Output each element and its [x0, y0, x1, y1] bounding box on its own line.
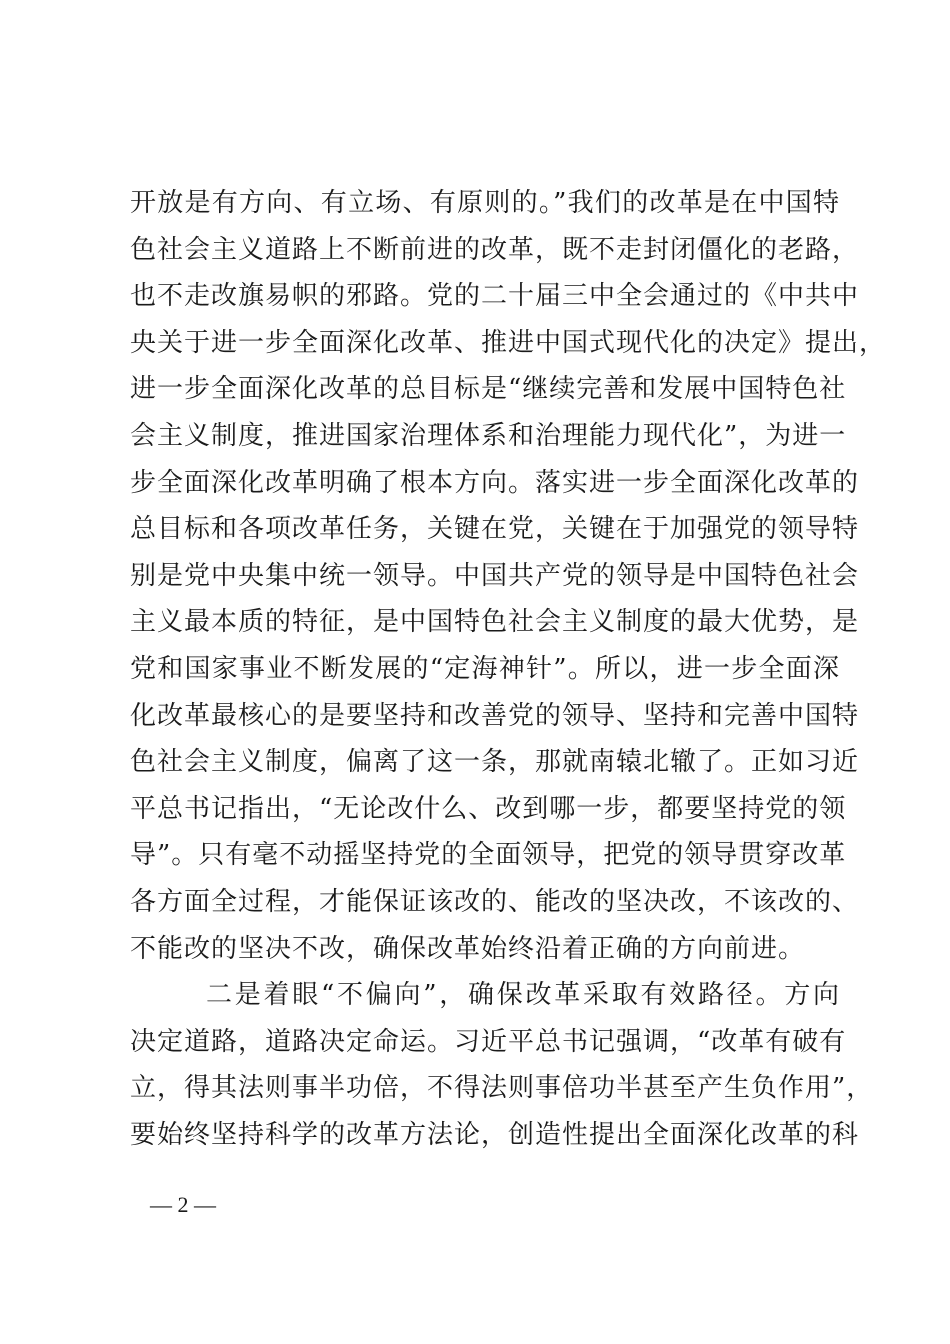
text-line: 总目标和各项改革任务，关键在党，关键在于加强党的领导特 [130, 514, 860, 545]
page-number: — 2 — [150, 1192, 216, 1217]
body-text [130, 180, 887, 1158]
text-line: 进一步全面深化改革的总目标是“继续完善和发展中国特色社 [130, 374, 847, 405]
text-line: 各方面全过程，才能保证该改的、能改的坚决改，不该改的、 [130, 886, 860, 917]
text-line: 决定道路，道路决定命运。习近平总书记强调，“改革有破有 [130, 1026, 847, 1057]
text-line: 开放是有方向、有立场、有原则的。”我们的改革是在中国特 [130, 188, 840, 218]
text-line: 二是着眼“不偏向”，确保改革采取有效路径。方向 [206, 980, 840, 1011]
text-line: 步全面深化改革明确了根本方向。落实进一步全面深化改革的 [130, 467, 860, 498]
text-line: 会主义制度，推进国家治理体系和治理能力现代化”，为进一 [130, 420, 847, 451]
text-line: 色社会主义道路上不断前进的改革，既不走封闭僵化的老路， [130, 234, 860, 265]
text-line: 色社会主义制度，偏离了这一条，那就南辕北辙了。正如习近 [130, 747, 860, 778]
text-line: 立，得其法则事半功倍，不得法则事倍功半甚至产生负作用”， [130, 1073, 874, 1104]
text-line: 要始终坚持科学的改革方法论，创造性提出全面深化改革的科 [130, 1119, 860, 1150]
text-line: 主义最本质的特征，是中国特色社会主义制度的最大优势，是 [130, 607, 860, 638]
text-line: 化改革最核心的是要坚持和改善党的领导、坚持和完善中国特 [130, 700, 860, 731]
text-line: 也不走改旗易帜的邪路。党的二十届三中全会通过的《中共中 [130, 281, 860, 312]
text-line: 别是党中央集中统一领导。中国共产党的领导是中国特色社会 [130, 560, 860, 591]
text-line: 不能改的坚决不改，确保改革始终沿着正确的方向前进。 [130, 933, 806, 964]
text-line: 导”。只有毫不动摇坚持党的全面领导，把党的领导贯穿改革 [130, 840, 847, 871]
text-line: 党和国家事业不断发展的“定海神针”。所以，进一步全面深 [130, 653, 840, 684]
paragraph [130, 180, 887, 972]
text-line: 央关于进一步全面深化改革、推进中国式现代化的决定》提出， [130, 327, 887, 358]
paragraph [130, 972, 874, 1158]
text-line: 平总书记指出，“无论改什么、改到哪一步，都要坚持党的领 [130, 793, 847, 824]
